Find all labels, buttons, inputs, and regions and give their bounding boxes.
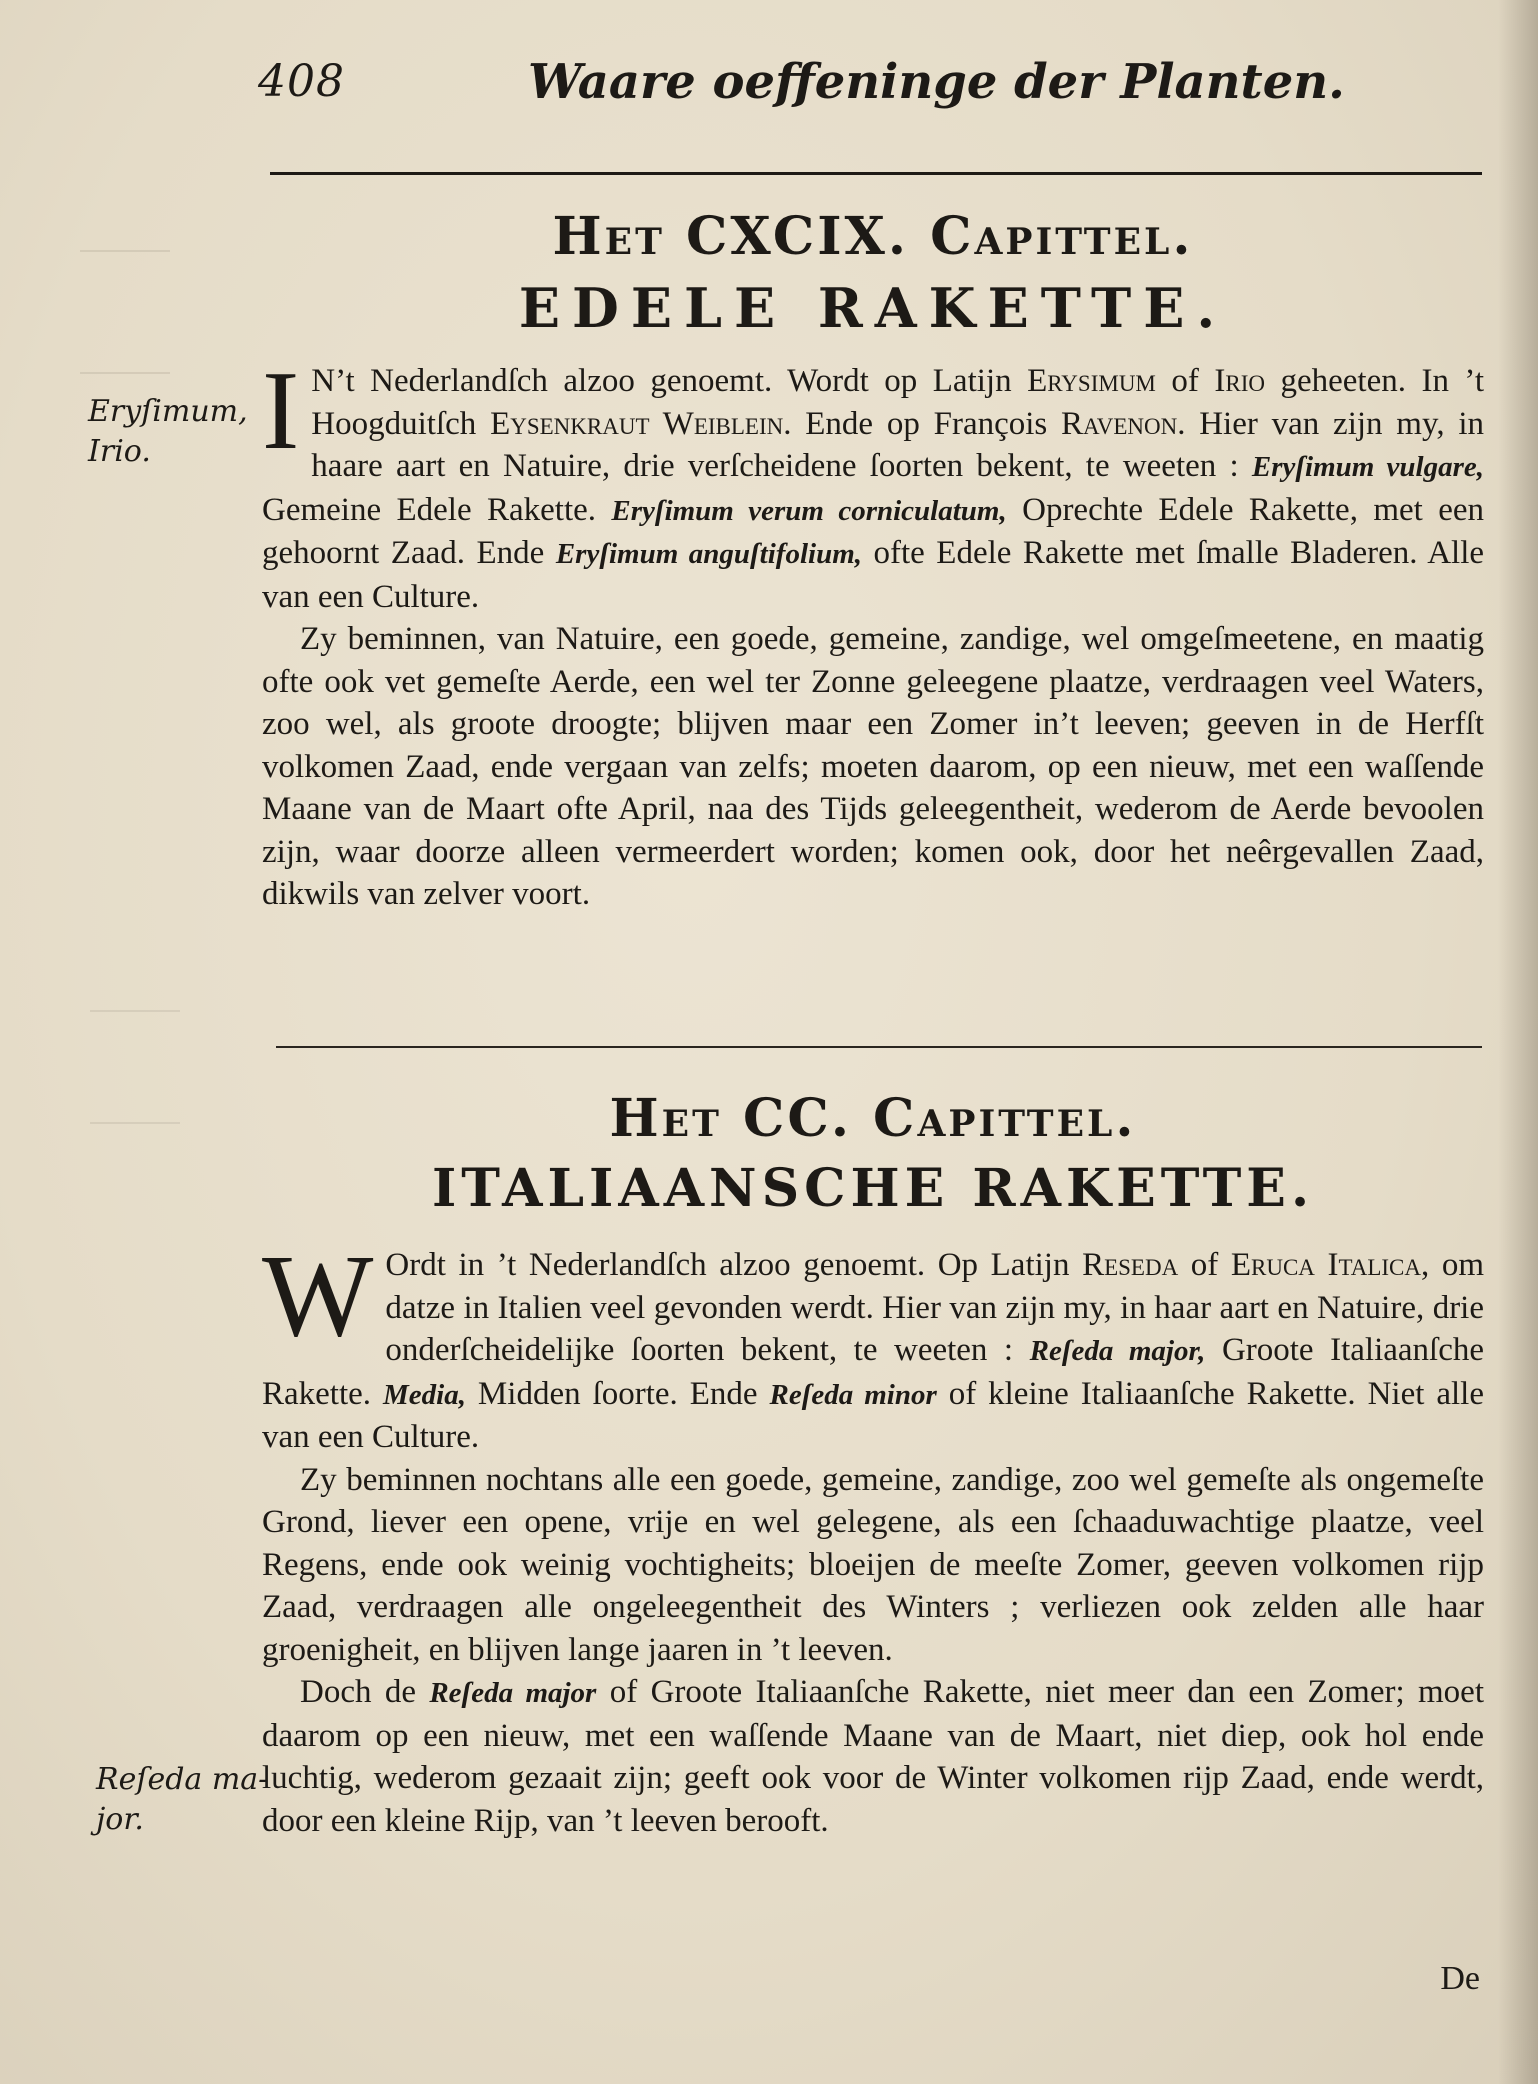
margin-note-line: Irio.: [88, 434, 151, 469]
text: of: [1178, 1247, 1231, 1283]
text: , om datze in Italien veel gevonden werdt. Hier van zijn my, in haar aart en Natuire, drie onderſcheidelijke ſoorten bekent, te weeten :: [385, 1247, 1484, 1368]
species-name: Eryſimum vulgare,: [1251, 451, 1484, 483]
catchword: De: [1440, 1960, 1480, 1997]
page-header: [258, 48, 1478, 118]
chapter-label: Het CXCIX. Capittel.: [552, 206, 1194, 267]
species-name: Eryſimum verum corniculatum,: [611, 494, 1007, 527]
margin-note-line: jor.: [96, 1802, 144, 1837]
paragraph: Zy beminnen, van Natuire, een goede, gemeine, zandige, wel omgeſmeetene, en maatig ofte ook vet gemeſte Aerde, een wel ter Zonne geleegene plaatze, verdraagen veel Waters, zoo wel, als groote droogte; blijven maar een Zomer in’t leeven; geeven in de Herfſt volkomen Zaad, ende vergaan van zelfs; moeten daarom, op een nieuw, met een waſſende Maane van de Maart ofte April, naa des Tijds geleegentheit, wederom de Aerde bevoolen zijn, waar doorze alleen vermeerdert worden; komen ook, door het neêrgevallen Zaad, dikwils van zelver voort.: [262, 621, 1484, 912]
chapter-label: Het CC. Capittel.: [609, 1088, 1137, 1149]
text: . Hier van zijn my, in haare aart en Natuire, drie verſcheidene ſoorten bekent, te weeten :: [311, 405, 1485, 484]
page-edge-shadow: [1498, 0, 1538, 2084]
text: of: [1155, 363, 1215, 399]
species-name: Media,: [383, 1378, 466, 1411]
text: Groote Italiaanſche Rakette.: [262, 1332, 1484, 1412]
drop-cap: W: [262, 1230, 374, 1361]
latin-name: Erysimum: [1027, 363, 1156, 399]
latin-name: Reseda: [1082, 1247, 1179, 1283]
species-name: Eryſimum anguſtifolium,: [555, 538, 863, 570]
margin-note: [88, 392, 248, 472]
species-name: Reſeda major,: [1029, 1335, 1206, 1367]
paragraph: [262, 1230, 1484, 1459]
chapter-divider: [276, 1046, 1482, 1048]
drop-cap: I: [262, 349, 300, 473]
text: Oprechte Edele Rakette, met een gehoornt Zaad. Ende: [262, 491, 1484, 571]
chapter-body: [262, 1230, 1484, 1842]
chapter-body: [262, 349, 1485, 916]
show-through: [90, 1010, 180, 1124]
text: . Ende op François: [783, 405, 1062, 442]
paragraph: [262, 349, 1485, 618]
species-name: Reſeda minor: [769, 1378, 937, 1411]
header-rule: [270, 172, 1482, 175]
text: of kleine Italiaanſche Rakette. Niet alle van een Culture.: [262, 1375, 1484, 1455]
text: Ordt in ’t Nederlandſch alzoo genoemt. Op Latijn: [385, 1247, 1083, 1283]
running-head: Waare oeffeninge der Planten.: [528, 54, 1345, 110]
chapter-title: EDELE RAKETTE.: [518, 276, 1228, 340]
text: Doch de: [300, 1674, 430, 1710]
chapter-title: ITALIAANSCHE RAKETTE.: [431, 1158, 1315, 1219]
margin-note-line: Eryſimum,: [88, 394, 248, 429]
paragraph: [262, 1671, 1484, 1842]
species-name: Reſeda major: [429, 1677, 597, 1709]
page-number: 408: [258, 56, 345, 107]
french-name: Ravenon: [1061, 405, 1178, 442]
text: geheeten. In ’t Hoogduitſch: [311, 363, 1484, 442]
text: Gemeine Edele Rakette.: [262, 491, 612, 528]
german-name: Eysenkraut Weiblein: [490, 405, 784, 442]
latin-name: Eruca Italica: [1230, 1247, 1421, 1283]
text: of Groote Italiaanſche Rakette, niet meer dan een Zomer; moet daarom op een nieuw, met een waſſende Maane van de Maart, niet diep, ook hol ende luchtig, wederom gezaait zijn; geeft ook voor de Winter volkomen rijp Zaad, ende werdt, door een kleine Rijp, van ’t leeven berooft.: [262, 1674, 1484, 1839]
show-through: [80, 250, 170, 374]
text: Midden ſoorte. Ende: [465, 1375, 770, 1412]
paragraph: Zy beminnen nochtans alle een goede, gemeine, zandige, zoo wel gemeſte als ongemeſte Grond, liever een opene, vrije en wel gelegene, als een ſchaaduwachtige plaatze, veel Regens, ende ook weinig vochtigheits; bloeijen de meeſte Zomer, geeven volkomen rijp Zaad, verdraagen alle ongeleegentheit des Winters ; verliezen ook zelden alle haar groenigheit, en blijven lange jaaren in ’t leeven.: [262, 1461, 1484, 1668]
text: ofte Edele Rakette met ſmalle Bladeren. Alle van een Culture.: [262, 535, 1485, 615]
latin-name: Irio: [1214, 363, 1265, 399]
text: N’t Nederlandſch alzoo genoemt. Wordt op Latijn: [311, 363, 1028, 399]
margin-note: [96, 1760, 268, 1840]
margin-note-line: Reſeda ma-: [96, 1762, 269, 1797]
